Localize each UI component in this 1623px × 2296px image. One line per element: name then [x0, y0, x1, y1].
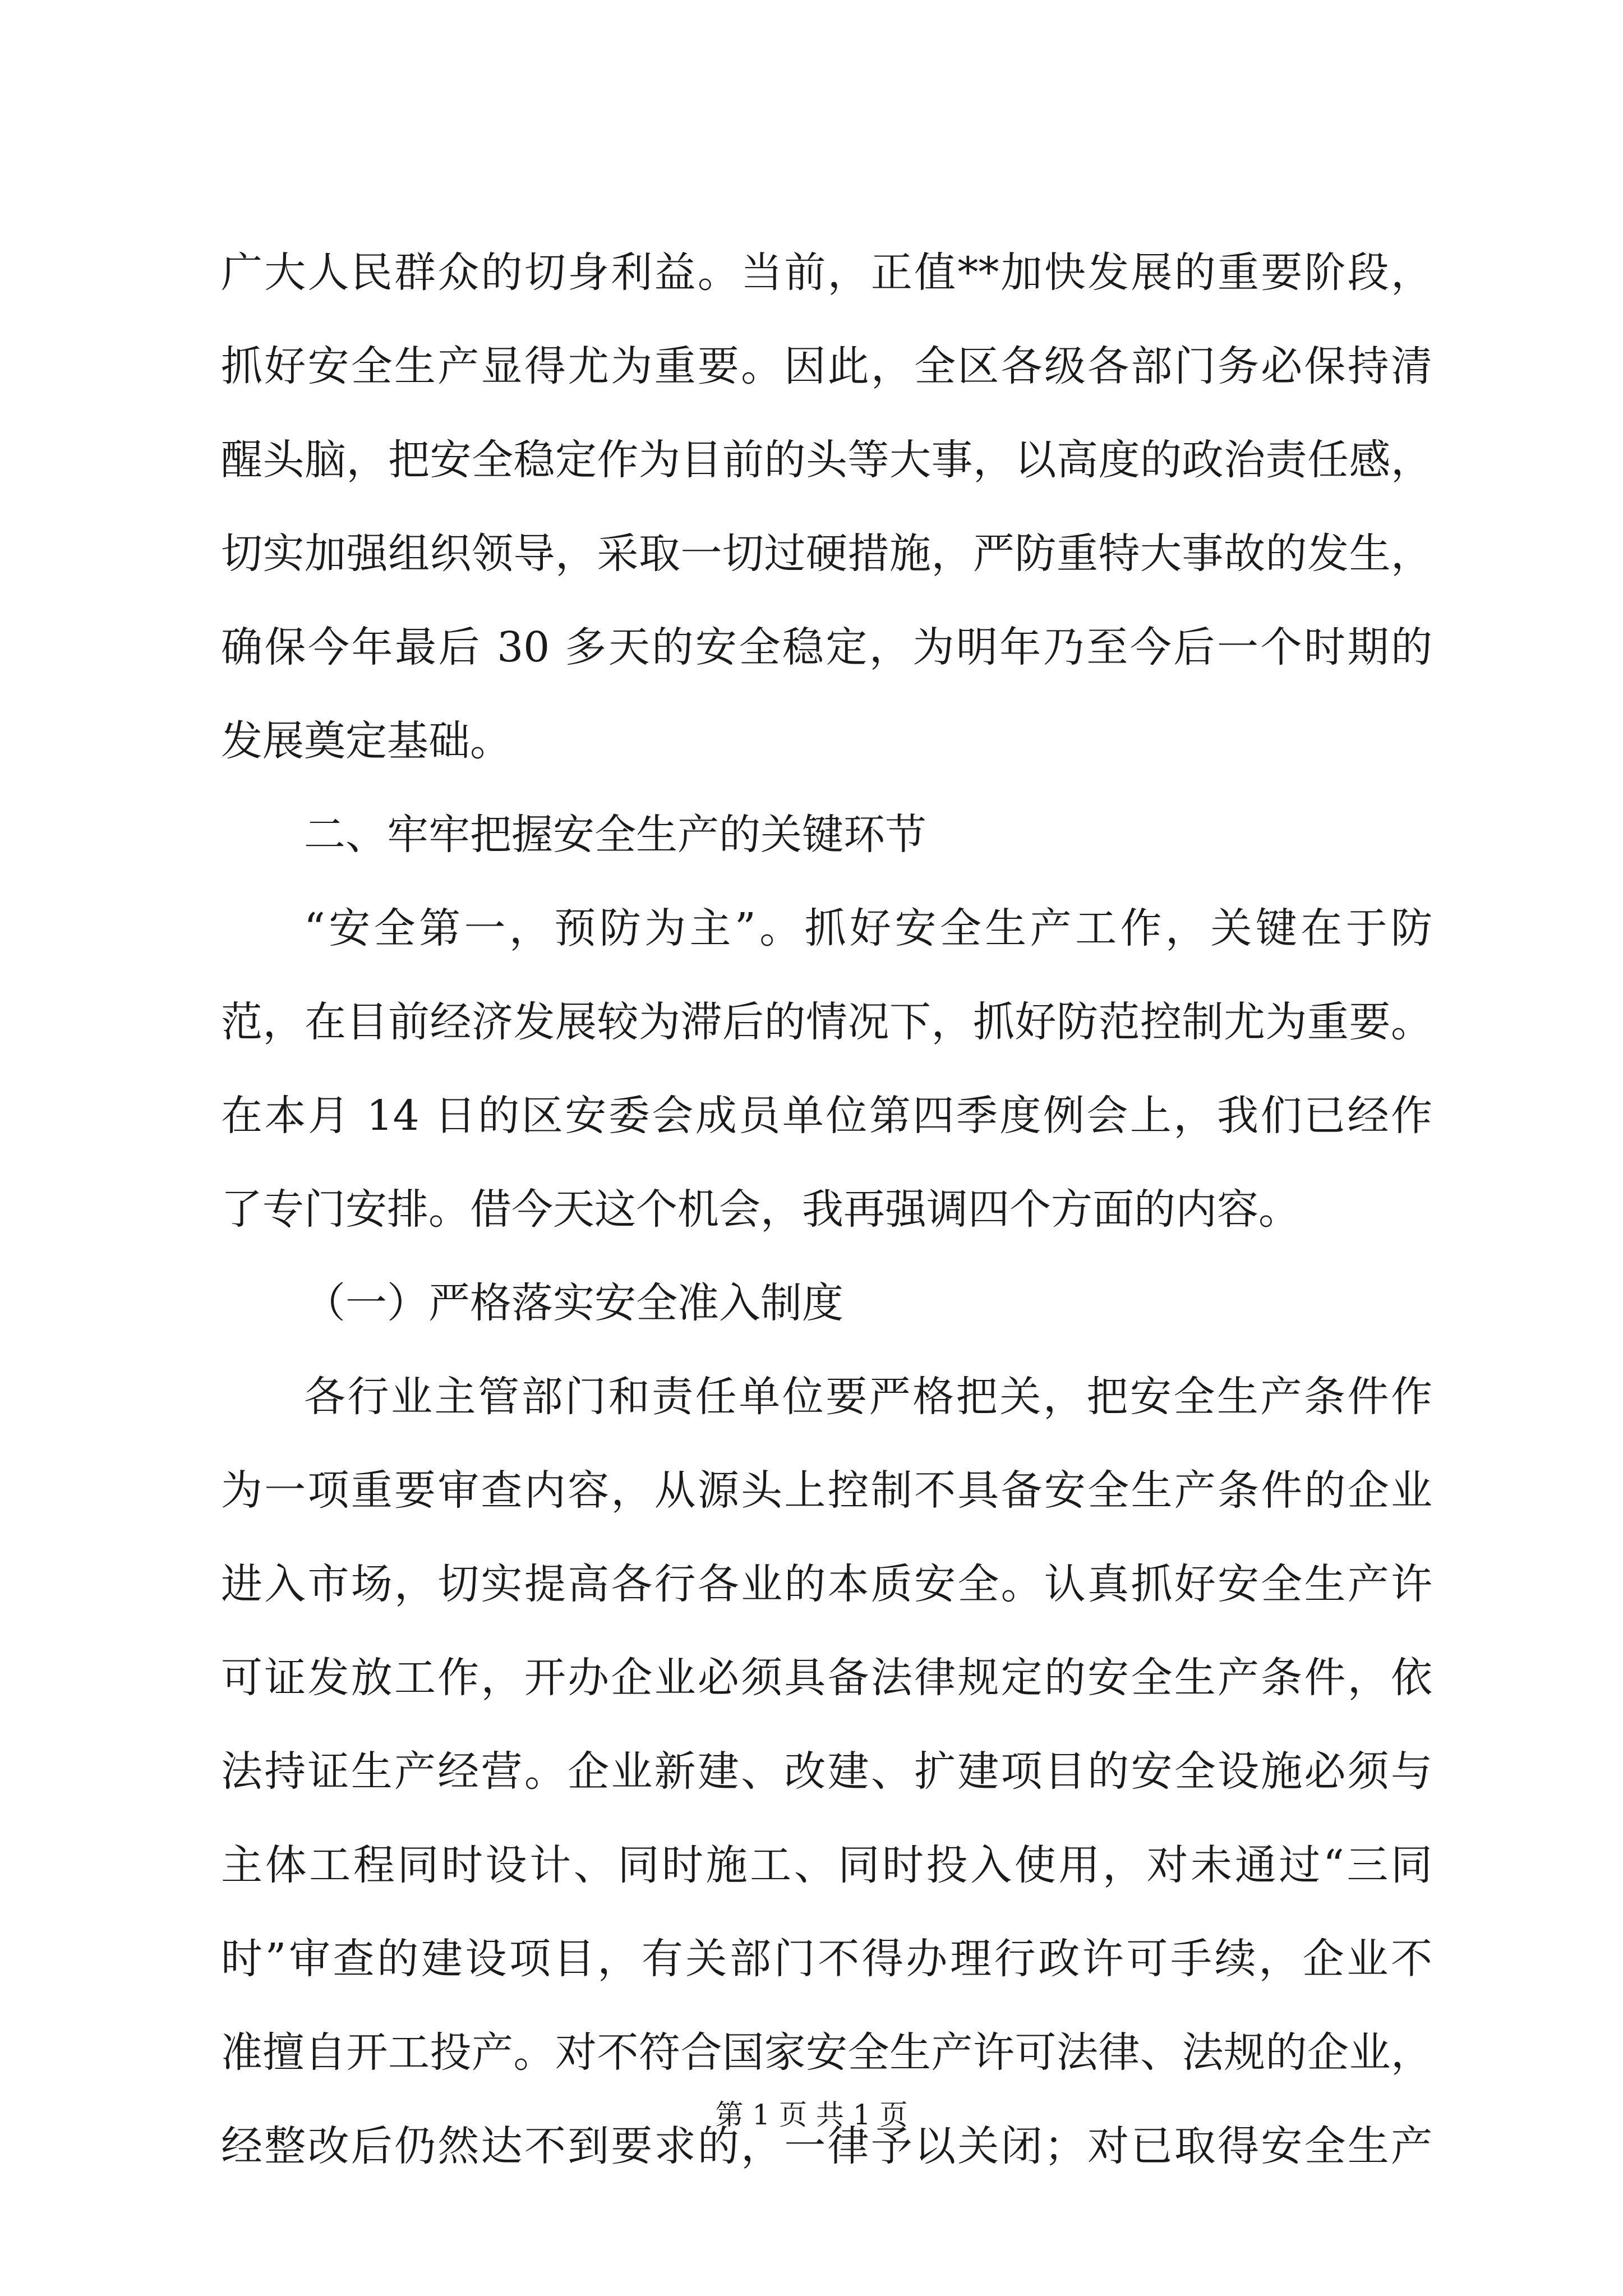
- text-line: 可证发放工作，开办企业必须具备法律规定的安全生产条件，依: [221, 1654, 1432, 1702]
- text-line: 切实加强组织领导，采取一切过硬措施，严防重特大事故的发生，: [221, 530, 1432, 578]
- text-line: 范，在目前经济发展较为滞后的情况下，抓好防范控制尤为重要。: [221, 998, 1432, 1046]
- text-line: 时”审查的建设项目，有关部门不得办理行政许可手续，企业不: [221, 1935, 1432, 1983]
- text-line: 主体工程同时设计、同时施工、同时投入使用，对未通过“三同: [221, 1841, 1432, 1889]
- text-line: 了专门安排。借今天这个机会，我再强调四个方面的内容。: [221, 1185, 1300, 1234]
- text-line: 法持证生产经营。企业新建、改建、扩建项目的安全设施必须与: [221, 1747, 1432, 1796]
- text-line: 进入市场，切实提高各行各业的本质安全。认真抓好安全生产许: [221, 1560, 1432, 1608]
- text-line: （一）严格落实安全准入制度: [304, 1279, 843, 1327]
- text-line: 为一项重要审查内容，从源头上控制不具备安全生产条件的企业: [221, 1466, 1432, 1515]
- text-line: 经整改后仍然达不到要求的，一律予以关闭；对已取得安全生产: [221, 2122, 1432, 2170]
- text-line: 确保今年最后 30 多天的安全稳定，为明年乃至今后一个时期的: [221, 623, 1432, 671]
- text-line: 二、牢牢把握安全生产的关键环节: [304, 811, 926, 859]
- text-line: “安全第一，预防为主”。抓好安全生产工作，关键在于防: [304, 904, 1432, 953]
- text-line: 在本月 14 日的区安委会成员单位第四季度例会上，我们已经作: [221, 1092, 1432, 1140]
- text-line: 发展奠定基础。: [221, 717, 511, 765]
- text-line: 抓好安全生产显得尤为重要。因此，全区各级各部门务必保持清: [221, 342, 1432, 390]
- text-line: 醒头脑，把安全稳定作为目前的头等大事，以高度的政治责任感，: [221, 436, 1432, 484]
- text-line: 各行业主管部门和责任单位要严格把关，把安全生产条件作: [304, 1373, 1432, 1421]
- document-body: [221, 226, 1432, 2193]
- page-footer: 第 1 页 共 1 页: [715, 2099, 908, 2131]
- text-line: 准擅自开工投产。对不符合国家安全生产许可法律、法规的企业，: [221, 2028, 1432, 2077]
- text-line: 广大人民群众的切身利益。当前，正值**加快发展的重要阶段，: [221, 249, 1432, 297]
